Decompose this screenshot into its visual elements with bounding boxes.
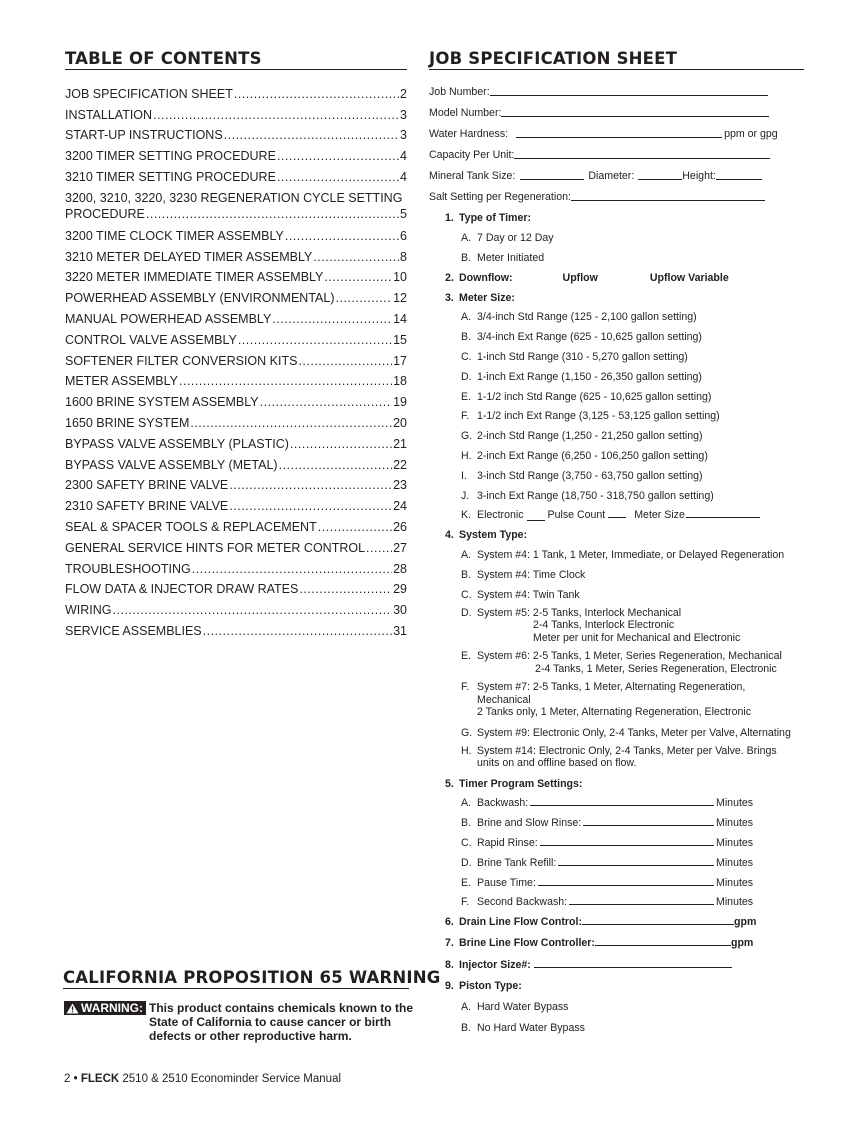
toc-entry-label: METER ASSEMBLY (65, 374, 178, 389)
downflow-option[interactable]: Downflow: (459, 271, 513, 284)
toc-title: TABLE OF CONTENTS (65, 49, 407, 70)
toc-entry[interactable] (65, 184, 407, 222)
toc-entry-page: 23 (393, 478, 407, 493)
toc-entry-page: 28 (393, 561, 407, 576)
toc-entry[interactable] (65, 388, 407, 409)
electronic-blank[interactable] (527, 509, 545, 521)
toc-entry-label: TROUBLESHOOTING (65, 561, 191, 576)
upflow-variable-option[interactable]: Upflow Variable (649, 271, 729, 284)
toc-entry[interactable] (65, 492, 407, 513)
toc-entry[interactable] (65, 347, 407, 368)
meter-size-option[interactable]: J. 3-inch Ext Range (18,750 - 318,750 gallon setting) (461, 489, 714, 502)
toc-entry-page: 17 (393, 353, 407, 368)
mineral-tank-label: Mineral Tank Size: (429, 170, 516, 182)
footer-manual-title: 2510 & 2510 Econominder Service Manual (122, 1073, 342, 1085)
salt-setting-blank[interactable] (571, 189, 765, 201)
timer-setting-blank[interactable] (530, 794, 714, 806)
timer-setting-row[interactable]: D. Brine Tank Refill: Minutes (461, 849, 804, 869)
toc-entry-label: 3210 TIMER SETTING PROCEDURE (65, 169, 276, 184)
salt-setting-label: Salt Setting per Regeneration: (429, 191, 571, 203)
mineral-tank-blank[interactable] (520, 168, 584, 180)
warning-text: This product contains chemicals known to the State of California to cause cancer or birth defects or other reproductive harm. (149, 1001, 414, 1043)
timer-setting-blank[interactable] (583, 814, 714, 826)
toc-leader-dots (366, 541, 392, 555)
toc-entry-page: 6 (400, 228, 407, 243)
timer-setting-row[interactable]: F. Second Backwash: Minutes (461, 889, 804, 909)
water-hardness-label: Water Hardness: (429, 128, 509, 140)
timer-setting-row[interactable]: A. Backwash: Minutes (461, 790, 804, 810)
toc-entry[interactable] (65, 555, 407, 576)
toc-entry[interactable] (65, 122, 407, 143)
meter-size-option[interactable]: F. 1-1/2 inch Ext Range (3,125 - 53,125 gallon setting) (461, 410, 720, 423)
water-hardness-field[interactable] (429, 120, 804, 141)
page-footer (64, 1073, 341, 1085)
footer-brand: FLECK (80, 1073, 120, 1085)
toc-leader-dots (260, 395, 392, 409)
toc-entry-page: 2 (400, 86, 407, 101)
meter-size-question: 3. Meter Size: (445, 291, 515, 304)
toc-entry-page: 19 (393, 395, 407, 410)
toc-entry-label: 1600 BRINE SYSTEM ASSEMBLY (65, 395, 259, 410)
system-type-option-d[interactable]: D. System #5: 2-5 Tanks, Interlock Mechanical 2-4 Tanks, Interlock Electronic Meter per unit for Mechanical and Electronic (461, 606, 741, 644)
system-type-option-h[interactable]: H. System #14: Electronic Only, 2-4 Tanks, Meter per Valve. Brings units on and offline based on flow. (461, 744, 777, 770)
toc-entry-page: 29 (393, 582, 407, 597)
toc-entry-label: GENERAL SERVICE HINTS FOR METER CONTROL (65, 540, 366, 555)
toc-entry-page: 24 (393, 499, 407, 514)
toc-leader-dots (229, 499, 392, 513)
prop65-warning (64, 1001, 419, 1043)
toc-entry-label: MANUAL POWERHEAD ASSEMBLY (65, 311, 272, 326)
height-blank[interactable] (716, 168, 762, 180)
timer-program-question: 5. Timer Program Settings: (445, 777, 583, 790)
toc-entry-label: FLOW DATA & INJECTOR DRAW RATES (65, 582, 299, 597)
toc-entry-label: SOFTENER FILTER CONVERSION KITS (65, 353, 298, 368)
toc-leader-dots (318, 520, 392, 534)
brine-line-blank[interactable] (595, 934, 731, 946)
model-number-label: Model Number: (429, 107, 502, 119)
diameter-blank[interactable] (638, 168, 682, 180)
toc-leader-dots (234, 87, 399, 101)
warning-badge (64, 1001, 146, 1015)
model-number-field[interactable] (429, 99, 804, 120)
toc-entry-label: 3200 TIMER SETTING PROCEDURE (65, 149, 276, 164)
system-type-option-g[interactable]: G. System #9: Electronic Only, 2-4 Tanks, Meter per Valve, Alternating (461, 726, 791, 739)
toc-entry-page: 22 (393, 457, 407, 472)
toc-entry[interactable] (65, 430, 407, 451)
drain-line-question[interactable]: 6. Drain Line Flow Control: gpm (445, 908, 804, 928)
page-number: 2 (64, 1073, 71, 1085)
toc-leader-dots (277, 149, 399, 163)
toc-entry[interactable] (65, 451, 407, 472)
toc-entry-label: 3210 METER DELAYED TIMER ASSEMBLY (65, 249, 313, 264)
meter-size-option[interactable]: C. 1-inch Std Range (310 - 5,270 gallon setting) (461, 350, 688, 363)
pulse-count-blank[interactable] (608, 506, 626, 518)
toc-entry-page: 4 (400, 149, 407, 164)
toc-entry-label: 2300 SAFETY BRINE VALVE (65, 478, 229, 493)
warning-badge-label: WARNING: (81, 1001, 143, 1015)
drain-line-blank[interactable] (582, 913, 734, 925)
toc-entry-label: WIRING (65, 603, 112, 618)
toc-entry-page: 20 (393, 415, 407, 430)
toc-leader-dots (113, 603, 393, 617)
system-type-option-b[interactable]: B. System #4: Time Clock (461, 568, 586, 581)
capacity-blank[interactable] (514, 147, 770, 159)
toc-entry-page: 3 (400, 107, 407, 122)
meter-size-option[interactable]: B. 3/4-inch Ext Range (625 - 10,625 gallon setting) (461, 331, 702, 344)
timer-setting-row[interactable]: E. Pause Time: Minutes (461, 869, 804, 889)
timer-setting-blank[interactable] (558, 854, 714, 866)
toc-entry[interactable] (65, 326, 407, 347)
system-type-question: 4. System Type: (445, 529, 528, 542)
toc-entry-label: SERVICE ASSEMBLIES (65, 623, 202, 638)
toc-entry-label: START-UP INSTRUCTIONS (65, 128, 223, 143)
capacity-field[interactable] (429, 141, 804, 162)
toc-entry-page: 30 (393, 603, 407, 618)
job-specification-sheet (429, 49, 804, 1034)
job-number-label: Job Number: (429, 86, 490, 98)
toc-entry-page: 10 (393, 270, 407, 285)
piston-type-option-a[interactable]: A. Hard Water Bypass (461, 1001, 569, 1014)
toc-leader-dots (153, 108, 399, 122)
meter-size-option-k[interactable]: K. Electronic Pulse Count Meter Size (461, 502, 804, 522)
meter-size-option[interactable]: A. 3/4-inch Std Range (125 - 2,100 gallon setting) (461, 311, 697, 324)
toc-entry[interactable] (65, 163, 407, 184)
toc-entry-label: BYPASS VALVE ASSEMBLY (PLASTIC) (65, 436, 289, 451)
toc-entry-page: 21 (393, 436, 407, 451)
toc-entry[interactable] (65, 222, 407, 243)
toc-entry-label: 3200, 3210, 3220, 3230 REGENERATION CYCLE SETTING (65, 190, 403, 205)
toc-entry-page: 15 (393, 332, 407, 347)
toc-entry-page: 5 (400, 206, 407, 221)
toc-entry[interactable] (65, 409, 407, 430)
timer-setting-blank[interactable] (540, 834, 714, 846)
brine-line-question[interactable]: 7. Brine Line Flow Controller: gpm (445, 928, 804, 949)
diameter-label: Diameter: (588, 170, 635, 182)
toc-leader-dots (238, 333, 392, 347)
toc-leader-dots (272, 312, 392, 326)
upflow-option[interactable]: Upflow (562, 271, 598, 284)
water-hardness-blank[interactable] (516, 126, 722, 138)
job-number-blank[interactable] (490, 84, 768, 96)
toc-entry-label: INSTALLATION (65, 107, 153, 122)
system-type-option-e[interactable]: E. System #6: 2-5 Tanks, 1 Meter, Series Regeneration, Mechanical 2-4 Tanks, 1 Meter, Series Regeneration, Electronic (461, 650, 782, 675)
toc-leader-dots (190, 416, 392, 430)
timer-setting-blank[interactable] (569, 893, 714, 905)
toc-entry-page: 12 (393, 291, 407, 306)
meter-size-option[interactable]: I. 3-inch Std Range (3,750 - 63,750 gallon setting) (461, 469, 703, 482)
toc-entry-label: POWERHEAD ASSEMBLY (ENVIRONMENTAL) (65, 291, 335, 306)
timer-type-option-a[interactable]: A. 7 Day or 12 Day (461, 231, 554, 244)
warning-triangle-icon (66, 1003, 79, 1014)
piston-type-question: 9. Piston Type: (445, 980, 522, 993)
toc-leader-dots (324, 270, 392, 284)
toc-entry-label: PROCEDURE (65, 206, 145, 221)
toc-leader-dots (146, 206, 399, 222)
toc-entry-page: 8 (400, 249, 407, 264)
toc-entry-page: 4 (400, 169, 407, 184)
toc-list (65, 80, 407, 638)
hardness-unit: ppm or gpg (724, 128, 778, 140)
toc-leader-dots (299, 582, 392, 596)
toc-entry-label: BYPASS VALVE ASSEMBLY (METAL) (65, 457, 278, 472)
toc-entry[interactable] (65, 80, 407, 101)
toc-entry[interactable] (65, 534, 407, 555)
toc-leader-dots (179, 374, 392, 388)
toc-entry[interactable] (65, 368, 407, 389)
meter-size-option[interactable]: E. 1-1/2 inch Std Range (625 - 10,625 gallon setting) (461, 390, 712, 403)
timer-type-question: 1. Type of Timer: (445, 212, 532, 224)
toc-leader-dots (229, 478, 392, 492)
timer-setting-blank[interactable] (538, 874, 714, 886)
injector-size-blank[interactable] (534, 956, 732, 968)
spec-title: JOB SPECIFICATION SHEET (429, 49, 804, 70)
meter-size-blank[interactable] (686, 506, 760, 518)
timer-setting-row[interactable]: B. Brine and Slow Rinse: Minutes (461, 809, 804, 829)
job-number-field[interactable] (429, 78, 804, 99)
toc-leader-dots (336, 291, 393, 305)
meter-size-options (429, 304, 804, 502)
meter-size-option[interactable]: H. 2-inch Ext Range (6,250 - 106,250 gallon setting) (461, 449, 708, 462)
toc-entry[interactable] (65, 305, 407, 326)
toc-leader-dots (224, 128, 399, 142)
timer-setting-row[interactable]: C. Rapid Rinse: Minutes (461, 829, 804, 849)
capacity-label: Capacity Per Unit: (429, 149, 515, 161)
system-type-option-a[interactable]: A. System #4: 1 Tank, 1 Meter, Immediate, or Delayed Regeneration (461, 549, 785, 562)
timer-type-option-b[interactable]: B. Meter Initiated (461, 251, 545, 264)
timer-program-options (429, 790, 804, 909)
toc-leader-dots (290, 437, 392, 451)
toc-leader-dots (313, 250, 399, 264)
toc-entry[interactable] (65, 472, 407, 493)
toc-entry-page: 3 (400, 128, 407, 143)
toc-entry-label: 1650 BRINE SYSTEM (65, 415, 190, 430)
toc-entry-page: 26 (393, 519, 407, 534)
toc-entry[interactable] (65, 142, 407, 163)
toc-leader-dots (279, 458, 393, 472)
injector-size-question[interactable]: 8. Injector Size#: (445, 949, 804, 971)
toc-leader-dots (203, 624, 392, 638)
toc-leader-dots (298, 354, 392, 368)
system-type-option-f[interactable]: F. System #7: 2-5 Tanks, 1 Meter, Alternating Regeneration, Mechanical 2 Tanks only, 1 Meter, Alternating Regeneration, Electronic (461, 681, 752, 719)
meter-size-option[interactable]: D. 1-inch Ext Range (1,150 - 26,350 gallon setting) (461, 370, 702, 383)
salt-setting-field[interactable] (429, 183, 804, 204)
toc-entry[interactable] (65, 513, 407, 534)
toc-entry[interactable] (65, 101, 407, 122)
flow-direction-question: 2. Downflow: Upflow Upflow Variable (445, 271, 729, 284)
meter-size-option[interactable]: G. 2-inch Std Range (1,250 - 21,250 gallon setting) (461, 430, 703, 443)
prop65-title: CALIFORNIA PROPOSITION 65 WARNING (63, 968, 441, 987)
toc-entry-label: JOB SPECIFICATION SHEET (65, 86, 233, 101)
toc-entry[interactable] (65, 264, 407, 285)
toc-entry[interactable] (65, 576, 407, 597)
toc-leader-dots (285, 229, 399, 243)
toc-leader-dots (277, 170, 399, 184)
height-label: Height: (682, 170, 716, 182)
model-number-blank[interactable] (501, 105, 769, 117)
toc-entry-label: SEAL & SPACER TOOLS & REPLACEMENT (65, 519, 317, 534)
toc-entry-page: 14 (393, 311, 407, 326)
table-of-contents (65, 49, 407, 638)
piston-type-option-b[interactable]: B. No Hard Water Bypass (461, 1022, 585, 1035)
toc-entry-label: CONTROL VALVE ASSEMBLY (65, 332, 237, 347)
toc-entry[interactable] (65, 284, 407, 305)
toc-entry-page: 18 (393, 374, 407, 389)
toc-entry-page: 27 (393, 540, 407, 555)
system-type-option-c[interactable]: C. System #4: Twin Tank (461, 588, 580, 601)
toc-entry[interactable] (65, 617, 407, 638)
footer-bullet: • (73, 1073, 78, 1085)
toc-entry[interactable] (65, 243, 407, 264)
toc-entry-label: 3200 TIME CLOCK TIMER ASSEMBLY (65, 228, 284, 243)
mineral-tank-field[interactable] (429, 162, 804, 183)
toc-entry[interactable] (65, 596, 407, 617)
toc-entry-label: 2310 SAFETY BRINE VALVE (65, 499, 229, 514)
toc-leader-dots (192, 562, 392, 576)
toc-entry-page: 31 (393, 623, 407, 638)
toc-entry-label: 3220 METER IMMEDIATE TIMER ASSEMBLY (65, 270, 324, 285)
